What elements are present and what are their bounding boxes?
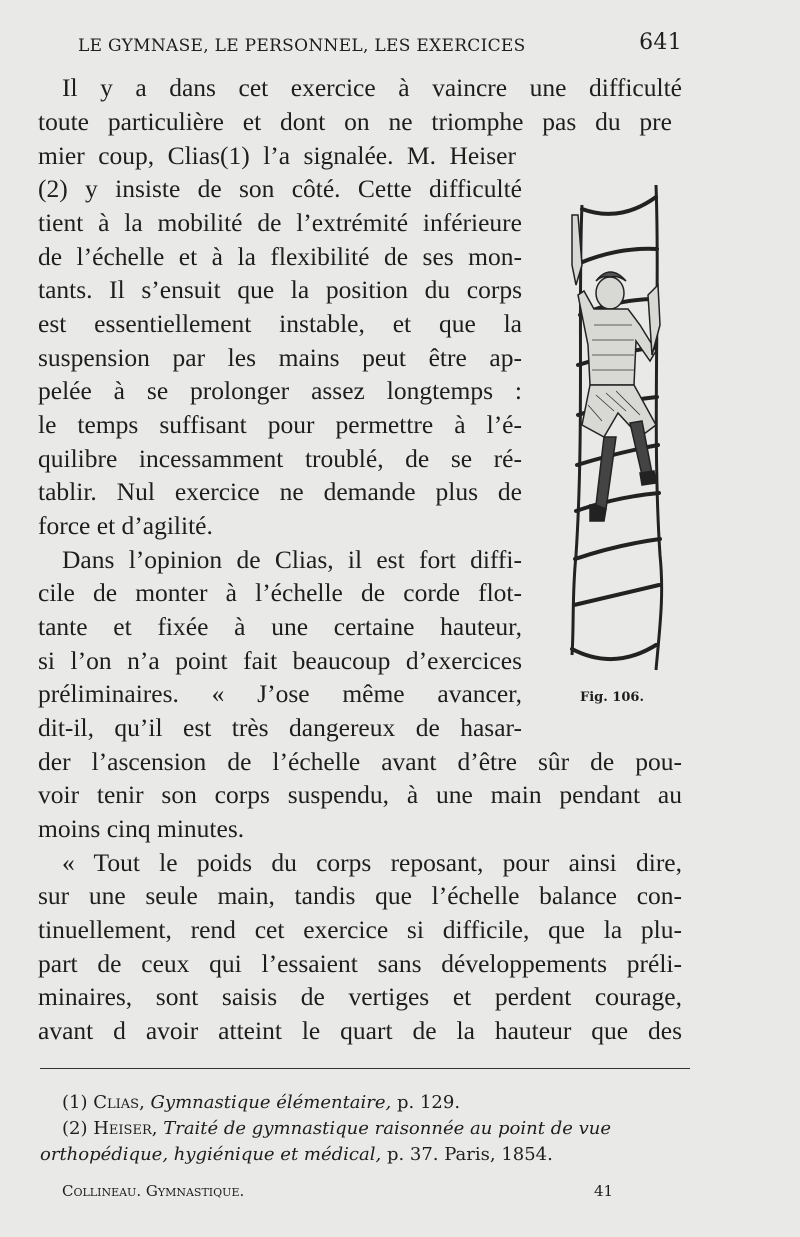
body-line: quilibre incessamment troublé, de se ré-	[38, 444, 522, 473]
body-line: (2) y insiste de son côté. Cette difficulté	[38, 174, 522, 203]
footnote-1-author: Clias,	[93, 1092, 145, 1113]
body-line: der l’ascension de l’échelle avant d’être sûr de pou-	[38, 747, 682, 776]
footnote-2	[62, 1118, 611, 1139]
figure-caption: Fig. 106.	[580, 690, 644, 705]
body-line: mier coup, Clias(1) l’a signalée. M. Heiser	[38, 141, 516, 170]
body-line: suspension par les mains peut être ap-	[38, 343, 522, 372]
footnote-2-title-line2: orthopédique, hygiénique et médical,	[40, 1144, 382, 1165]
body-line: force et d’agilité.	[38, 511, 213, 540]
body-line: est essentiellement instable, et que la	[38, 309, 522, 338]
running-header-title: LE GYMNASE, LE PERSONNEL, LES EXERCICES	[78, 36, 526, 56]
body-line: minaires, sont saisis de vertiges et perdent courage,	[38, 982, 682, 1011]
footer-signature: Collineau. Gymnastique.	[62, 1182, 245, 1200]
body-line: voir tenir son corps suspendu, à une main pendant au	[38, 780, 682, 809]
body-line: de l’échelle et à la flexibilité de ses mon-	[38, 242, 522, 271]
body-line: cile de monter à l’échelle de corde flot-	[38, 578, 522, 607]
body-line: pelée à se prolonger assez longtemps :	[38, 376, 522, 405]
body-line: toute particulière et dont on ne triomphe pas du pre	[38, 107, 672, 136]
footnote-1-title: Gymnastique élémentaire,	[150, 1092, 392, 1113]
rope-ladder-illustration	[560, 175, 680, 675]
body-line: tante et fixée à une certaine hauteur,	[38, 612, 522, 641]
footnote-2-title-line1: Traité de gymnastique raisonnée au point de vue	[163, 1118, 612, 1139]
body-line: tants. Il s’ensuit que la position du corps	[38, 275, 522, 304]
body-line: « Tout le poids du corps reposant, pour ainsi dire,	[62, 848, 682, 877]
signature-number: 41	[594, 1182, 614, 1200]
body-line: moins cinq minutes.	[38, 814, 245, 843]
footnote-2-cont	[40, 1144, 553, 1165]
body-line: le temps suffisant pour permettre à l’é-	[38, 410, 522, 439]
body-line: tinuellement, rend cet exercice si difficile, que la plu-	[38, 915, 682, 944]
footnote-1-mark: (1)	[62, 1092, 88, 1113]
page-number: 641	[639, 30, 682, 55]
footnote-1	[62, 1092, 460, 1113]
footnote-2-author: Heiser,	[93, 1118, 158, 1139]
body-line: tablir. Nul exercice ne demande plus de	[38, 477, 522, 506]
footnote-2-mark: (2)	[62, 1118, 88, 1139]
body-line: part de ceux qui l’essaient sans développements préli-	[38, 949, 682, 978]
body-line: tient à la mobilité de l’extrémité inférieure	[38, 208, 522, 237]
body-line: si l’on n’a point fait beaucoup d’exercices	[38, 646, 522, 675]
body-line: Dans l’opinion de Clias, il est fort diffi-	[62, 545, 522, 574]
footnote-2-rest: p. 37. Paris, 1854.	[386, 1144, 553, 1165]
footnote-divider	[40, 1068, 690, 1069]
body-line: dit-il, qu’il est très dangereux de hasar-	[38, 713, 522, 742]
body-line: avant d avoir atteint le quart de la hauteur que des	[38, 1016, 682, 1045]
body-line: Il y a dans cet exercice à vaincre une difficulté	[62, 73, 682, 102]
body-line: sur une seule main, tandis que l’échelle balance con-	[38, 881, 682, 910]
footnote-1-rest: p. 129.	[397, 1092, 461, 1113]
body-line: préliminaires. « J’ose même avancer,	[38, 679, 522, 708]
